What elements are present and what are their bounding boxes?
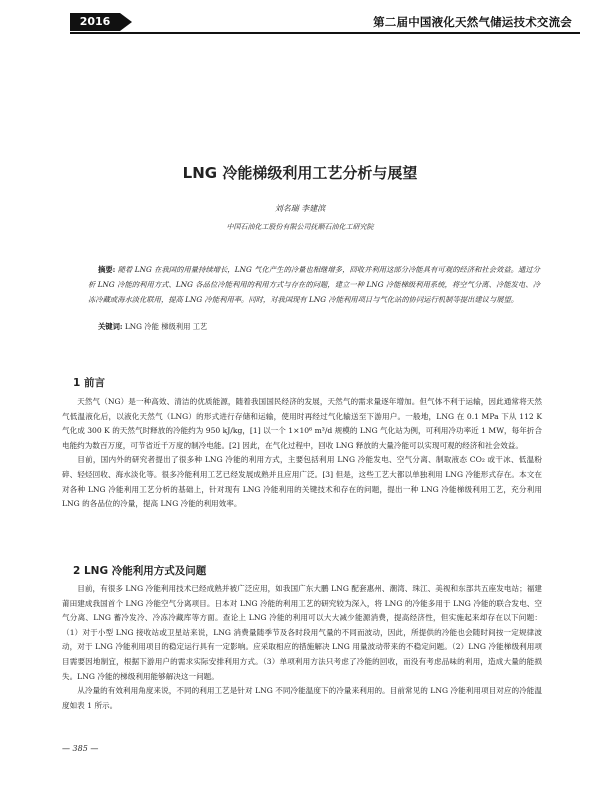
section-1-title: 1 前言: [73, 377, 105, 389]
section-1-body: [62, 395, 542, 512]
page-number: — 385 —: [62, 744, 99, 753]
section-2-paragraph: 从冷量的有效利用角度来说，不同的利用工艺是针对 LNG 不同冷能温度下的冷量来利用的。目前常见的 LNG 冷能利用项目对应的冷能温度如表 1 所示。: [62, 686, 542, 710]
header-divider: [70, 32, 580, 34]
authors: 刘名瑞 李建滨: [274, 204, 326, 213]
page-header: [70, 13, 580, 33]
arrow-icon: [120, 13, 132, 31]
keywords-label: 关键词:: [98, 322, 123, 331]
year-badge: 2016: [70, 13, 120, 31]
section-2-title: 2 LNG 冷能利用方式及问题: [73, 565, 207, 577]
abstract: [88, 262, 540, 307]
paper-title: LNG 冷能梯级利用工艺分析与展望: [182, 164, 418, 182]
keywords-text: LNG 冷能 梯级利用 工艺: [124, 322, 208, 331]
section-2-body: [62, 582, 542, 713]
keywords: [98, 321, 538, 333]
affiliation: 中国石油化工股份有限公司抚顺石油化工研究院: [226, 223, 374, 231]
section-1-paragraph: 天然气（NG）是一种高效、清洁的优质能源，随着我国国民经济的发展，天然气的需求量逐年增加。但气体不利于运输，因此通常将天然气低温液化后，以液化天然气（LNG）的形式进行存储和运输，使用时再经过气化输送至下游用户。一般地，LNG 在 0.1 MPa 下从 112 K 气化成 300 K 的天然气时释放的冷能约为 950 kJ/kg，[1] 以一个 1×10⁶ m³/d 规模的 LNG 气化站为例，可利用冷功率近 1 MW，每年折合电能约为数百万度，可节省近千万度的制冷电能。[2] 因此，在气化过程中，回收 LNG 释放的大量冷能可以实现可观的经济和社会效益。: [62, 397, 542, 450]
conference-title: 第二届中国液化天然气储运技术交流会: [373, 15, 572, 29]
abstract-text: 随着 LNG 在我国的用量持续增长，LNG 气化产生的冷量也相继增多，回收并利用这部分冷能具有可观的经济和社会效益。通过分析 LNG 冷能的利用方式、LNG 各品位冷能利用的利用方式与存在的问题，建立一种 LNG 冷能梯级利用系统，将空气分离、冷能发电、冷冻冷藏或海水淡化联用，提高 LNG 冷能利用率。同时，对我国现有 LNG 冷能利用项目与气化站的协同运行机制等提出建议与展望。: [88, 265, 540, 304]
section-1-paragraph: 目前，国内外的研究者提出了很多种 LNG 冷能的利用方式，主要包括利用 LNG 冷能发电、空气分离、制取液态 CO₂ 或干冰、低温粉碎、轻烃回收、海水淡化等。很多冷能利用工艺已经发展成熟并且应用广泛。[3] 但是，这些工艺大都以单独利用 LNG 冷能形式存在。本文在对各种 LNG 冷能利用工艺分析的基础上，针对现有 LNG 冷能利用的关键技术和存在的问题，提出一种 LNG 冷能梯级利用工艺，充分利用 LNG 的各品位的冷量，提高 LNG 冷能的利用效率。: [62, 455, 542, 509]
abstract-label: 摘要:: [98, 265, 116, 274]
section-2-paragraph: 目前，有很多 LNG 冷能利用技术已经成熟并被广泛应用，如我国广东大鹏 LNG 配套惠州、潮湾、珠江、美视和东部共五座发电站；福建莆田建成我国首个 LNG 冷能空气分离项目。日本对 LNG 冷能的利用工艺的研究较为深入，将 LNG 的冷能多用于 LNG 冷能的联合发电、空气分离、LNG 蓄冷发冷、冷冻冷藏库等方面。查论上 LNG 冷能的利用可以大大减少能源消费，提高经济性，但实施起来却存在以下问题：（1）对于小型 LNG 接收站或卫星站来说，LNG 消费量随季节及各时段用气量的不同而波动，因此，所提供的冷能也会随时间按一定规律波动，对于 LNG 冷能利用项目的稳定运行具有一定影响。应采取相应的措施解决 LNG 用量波动带来的不稳定问题。（2）LNG 冷能梯级利用项目需要因地制宜，根据下游用户的需求实际安排利用方式。（3）单项利用方法只考虑了冷能的回收，而没有考虑品味的利用，造成大量的能损失。LNG 冷能的梯级利用能够解决这一问题。: [62, 584, 542, 681]
